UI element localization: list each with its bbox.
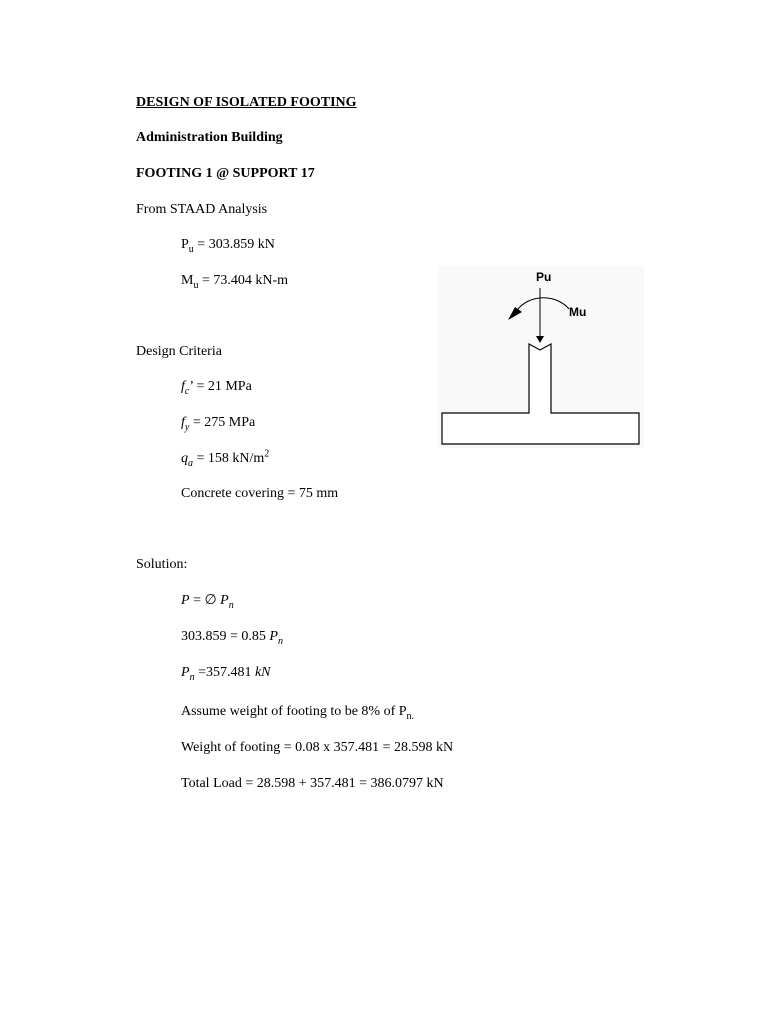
- equation-1: [181, 593, 234, 609]
- mu-symbol: M: [181, 273, 194, 288]
- qa-text: = 158 kN/m: [193, 451, 265, 466]
- assumption-line: [181, 704, 414, 720]
- assumption-subscript: n.: [406, 710, 415, 722]
- fy-subscript: y: [184, 421, 190, 433]
- mu-value: [181, 273, 288, 289]
- pu-text: = 303.859 kN: [193, 237, 275, 252]
- eq3-lhs-subscript: n: [189, 671, 195, 683]
- mu-text: = 73.404 kN-m: [198, 273, 289, 288]
- analysis-heading: From STAAD Analysis: [136, 202, 268, 217]
- qa-value: [181, 448, 270, 469]
- fc-value: [181, 379, 252, 395]
- fy-symbol: f: [181, 415, 185, 430]
- footing-heading: FOOTING 1 @ SUPPORT 17: [136, 166, 315, 181]
- qa-subscript: a: [188, 457, 193, 469]
- eq1-rhs: P: [220, 593, 229, 608]
- qa-symbol: q: [181, 451, 188, 466]
- building-name: Administration Building: [136, 130, 283, 145]
- assumption-text: Assume weight of footing to be 8% of P: [181, 704, 407, 719]
- eq3-mid: =357.481: [194, 665, 255, 680]
- eq2-lhs: 303.859 = 0.85: [181, 629, 270, 644]
- footing-diagram: [438, 266, 644, 448]
- eq3-unit: kN: [254, 665, 271, 680]
- eq2-rhs: P: [269, 629, 278, 644]
- eq3-lhs: P: [181, 665, 190, 680]
- mu-label: Mu: [569, 305, 587, 319]
- eq1-lhs: P: [181, 593, 190, 608]
- eq2-rhs-subscript: n: [277, 635, 283, 647]
- fc-symbol: f: [181, 379, 185, 394]
- pu-subscript: u: [188, 243, 194, 255]
- fc-subscript: c: [184, 385, 190, 397]
- equation-3: [181, 665, 271, 681]
- eq1-mid: = ∅: [189, 593, 221, 608]
- pu-value: [181, 237, 275, 253]
- qa-superscript: 2: [264, 448, 270, 460]
- cover-value: Concrete covering = 75 mm: [181, 486, 339, 501]
- pu-label: Pu: [536, 270, 552, 284]
- mu-subscript: u: [193, 279, 199, 291]
- fc-text: ’ = 21 MPa: [189, 379, 252, 394]
- fy-value: [181, 415, 255, 431]
- fy-text: = 275 MPa: [189, 415, 256, 430]
- criteria-heading: Design Criteria: [136, 344, 222, 359]
- footing-weight-line: Weight of footing = 0.08 x 357.481 = 28.598 kN: [181, 740, 454, 755]
- equation-2: [181, 629, 283, 645]
- solution-heading: Solution:: [136, 557, 188, 572]
- total-load-line: Total Load = 28.598 + 357.481 = 386.0797 kN: [181, 776, 444, 791]
- eq1-rhs-subscript: n: [228, 599, 234, 611]
- page-title: DESIGN OF ISOLATED FOOTING: [136, 95, 357, 110]
- pu-symbol: P: [181, 237, 189, 252]
